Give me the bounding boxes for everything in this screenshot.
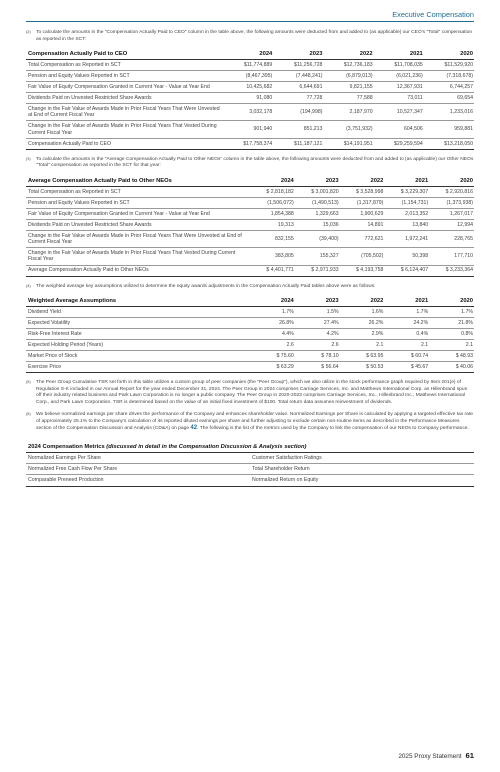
metric-cell: Customer Satisfaction Ratings bbox=[250, 452, 474, 463]
page-number: 61 bbox=[465, 751, 474, 760]
footnote-text-end: . The following is the list of the metrics used by the Company to link the compensation of our NEOs to Company performance. bbox=[197, 426, 469, 432]
row-label: Dividend Yield bbox=[26, 307, 250, 318]
value-cell: $29,259,594 bbox=[374, 138, 424, 149]
year-column-header: 2024 bbox=[223, 49, 273, 60]
table-row bbox=[26, 208, 474, 219]
row-label: Change in the Fair Value of Awards Made in Prior Fiscal Years That Were Unvested at End of Current Fiscal Year bbox=[26, 104, 223, 121]
table-row bbox=[26, 82, 474, 93]
value-cell: 50,398 bbox=[384, 248, 429, 265]
value-cell: (1,506,072) bbox=[250, 197, 295, 208]
year-column-header: 2021 bbox=[384, 296, 429, 307]
value-cell: 0.8% bbox=[429, 329, 474, 340]
value-cell: 851,213 bbox=[273, 121, 323, 138]
table-row bbox=[26, 138, 474, 149]
value-cell: $11,187,121 bbox=[273, 138, 323, 149]
value-cell: 3,032,178 bbox=[223, 104, 273, 121]
value-cell: 69,654 bbox=[424, 93, 474, 104]
row-label: Fair Value of Equity Compensation Granted in Current Year - Value at Year End bbox=[26, 82, 223, 93]
value-cell: 4.4% bbox=[250, 329, 295, 340]
metric-cell: Normalized Earnings Per Share bbox=[26, 452, 250, 463]
footnote-text: The weighted average key assumptions utilized to determine the equity awards adjustments in the Compensation Actually Paid tables above were as follows: bbox=[36, 283, 376, 289]
year-column-header: 2022 bbox=[323, 49, 373, 60]
value-cell: 0.4% bbox=[384, 329, 429, 340]
value-cell: $ 78.10 bbox=[295, 351, 340, 362]
value-cell: 10,527,347 bbox=[374, 104, 424, 121]
value-cell: 832,155 bbox=[250, 230, 295, 247]
value-cell: 959,881 bbox=[424, 121, 474, 138]
value-cell: 1.6% bbox=[340, 307, 385, 318]
table-header-row bbox=[26, 49, 474, 60]
value-cell: $17,758,374 bbox=[223, 138, 273, 149]
value-cell: 1,900,629 bbox=[340, 208, 385, 219]
value-cell: (8,467,395) bbox=[223, 71, 273, 82]
value-cell: $ 56.64 bbox=[295, 362, 340, 373]
value-cell: 27.4% bbox=[295, 318, 340, 329]
value-cell: $ 4,401,771 bbox=[250, 265, 295, 276]
value-cell: $ 4,193,758 bbox=[340, 265, 385, 276]
table-row bbox=[26, 351, 474, 362]
value-cell: $ 2,920,816 bbox=[429, 186, 474, 197]
table-row bbox=[26, 104, 474, 121]
footer-document-name: 2025 Proxy Statement bbox=[398, 753, 462, 760]
value-cell: 4.2% bbox=[295, 329, 340, 340]
value-cell: $ 50.53 bbox=[340, 362, 385, 373]
year-column-header: 2024 bbox=[250, 296, 295, 307]
table-row bbox=[26, 219, 474, 230]
table-row bbox=[26, 248, 474, 265]
page-reference-link[interactable]: 42 bbox=[190, 425, 198, 432]
value-cell: 2.1 bbox=[384, 340, 429, 351]
value-cell: 2.9% bbox=[340, 329, 385, 340]
value-cell: 10,425,682 bbox=[223, 82, 273, 93]
table-row bbox=[26, 265, 474, 276]
table-title-header: Average Compensation Actually Paid to Other NEOs bbox=[26, 176, 250, 187]
table-row bbox=[26, 230, 474, 247]
table-header-row bbox=[26, 296, 474, 307]
value-cell: 1,972,241 bbox=[384, 230, 429, 247]
value-cell: $ 63.95 bbox=[340, 351, 385, 362]
value-cell: $11,774,889 bbox=[223, 60, 273, 71]
value-cell: (194,998) bbox=[273, 104, 323, 121]
value-cell: 228,765 bbox=[429, 230, 474, 247]
value-cell: $ 3,001,820 bbox=[295, 186, 340, 197]
footnote-marker: (6) bbox=[26, 412, 31, 417]
value-cell: $12,736,183 bbox=[323, 60, 373, 71]
value-cell: 6,744,257 bbox=[424, 82, 474, 93]
value-cell: (1,490,513) bbox=[295, 197, 340, 208]
value-cell: 14,891 bbox=[340, 219, 385, 230]
year-column-header: 2023 bbox=[273, 49, 323, 60]
value-cell: 26.2% bbox=[340, 318, 385, 329]
footnote-marker: (2) bbox=[26, 30, 31, 34]
value-cell: 383,805 bbox=[250, 248, 295, 265]
table-row bbox=[26, 307, 474, 318]
table-title-header: Compensation Actually Paid to CEO bbox=[26, 49, 223, 60]
metric-cell: Total Shareholder Return bbox=[250, 464, 474, 475]
ceo-compensation-table bbox=[26, 49, 474, 150]
value-cell: 2.6 bbox=[295, 340, 340, 351]
value-cell: $ 6,124,407 bbox=[384, 265, 429, 276]
value-cell: 2.6 bbox=[250, 340, 295, 351]
value-cell: 77,728 bbox=[273, 93, 323, 104]
metrics-title-note: (discussed in detail in the Compensation Discussion & Analysis section) bbox=[106, 443, 307, 450]
value-cell: (7,318,678) bbox=[424, 71, 474, 82]
value-cell: (3,751,932) bbox=[323, 121, 373, 138]
table-row bbox=[26, 340, 474, 351]
value-cell: 1.7% bbox=[384, 307, 429, 318]
value-cell: 2.1 bbox=[429, 340, 474, 351]
header-rule bbox=[26, 21, 474, 22]
table-row bbox=[26, 71, 474, 82]
row-label: Pension and Equity Values Reported in SCT bbox=[26, 71, 223, 82]
footnote-text: The Peer Group Cumulative TSR set forth in this table utilizes a custom group of peer companies (the "Peer Group"), which we also utilize in the stock performance graph required by Item 201(e) of Regulation S-K included in our Annual Report for the year ended December 31, 2024. The Peer Group in 2024 comprises Carriage Services, Inc. and Matthews International Corp. as Hillenbrand spun off their industry related business and Park Lawn Corporation is no longer a public company. The Peer Group in 2020-2023 comprises Carriage Services, Inc., Hillenbrand Inc., Matthews International Corp., and Park Lawn Corporation. TSR is determined based on the value of an initial fixed investment of $100. Total return data assumes reinvestment of dividends. bbox=[36, 380, 468, 405]
row-label: Pension and Equity Values Reported in SCT bbox=[26, 197, 250, 208]
value-cell: $ 3,229,307 bbox=[384, 186, 429, 197]
row-label: Dividends Paid on Unvested Restricted Share Awards bbox=[26, 219, 250, 230]
value-cell: $14,191,951 bbox=[323, 138, 373, 149]
metrics-title-prefix: 2024 Compensation Metrics bbox=[28, 443, 107, 450]
value-cell: 15,036 bbox=[295, 219, 340, 230]
table-row bbox=[26, 197, 474, 208]
value-cell: (7,448,241) bbox=[273, 71, 323, 82]
value-cell: 1.7% bbox=[250, 307, 295, 318]
value-cell: 91,080 bbox=[223, 93, 273, 104]
value-cell: (6,879,013) bbox=[323, 71, 373, 82]
value-cell: 2.1 bbox=[340, 340, 385, 351]
year-column-header: 2024 bbox=[250, 176, 295, 187]
value-cell: $13,218,050 bbox=[424, 138, 474, 149]
table-row bbox=[26, 121, 474, 138]
value-cell: $ 40.06 bbox=[429, 362, 474, 373]
metric-cell: Normalized Free Cash Flow Per Share bbox=[26, 464, 250, 475]
year-column-header: 2020 bbox=[424, 49, 474, 60]
table-header-row bbox=[26, 442, 474, 453]
footnote-marker: (4) bbox=[26, 283, 31, 288]
row-label: Expected Holding Period (Years) bbox=[26, 340, 250, 351]
value-cell: 1.5% bbox=[295, 307, 340, 318]
footnote-5 bbox=[26, 380, 474, 406]
value-cell: 77,588 bbox=[323, 93, 373, 104]
table-row bbox=[26, 318, 474, 329]
value-cell: 1,329,663 bbox=[295, 208, 340, 219]
row-label: Average Compensation Actually Paid to Other NEOs bbox=[26, 265, 250, 276]
value-cell: 2,013,352 bbox=[384, 208, 429, 219]
footnote-marker: (3) bbox=[26, 156, 31, 161]
value-cell: 21.8% bbox=[429, 318, 474, 329]
row-label: Total Compensation as Reported in SCT bbox=[26, 60, 223, 71]
value-cell: (39,400) bbox=[295, 230, 340, 247]
value-cell: 604,506 bbox=[374, 121, 424, 138]
metric-cell: Comparable Preneed Production bbox=[26, 475, 250, 486]
value-cell: $11,529,920 bbox=[424, 60, 474, 71]
footnote-text: To calculate the amounts in the "Average Compensation Actually Paid to Other NEOs" column in the table above, the following amounts were deducted from and added to (as applicable) our Other NEOs "Total" compensation as reported in the SCT for that year: bbox=[36, 156, 474, 169]
value-cell: (6,021,236) bbox=[374, 71, 424, 82]
value-cell: (1,373,938) bbox=[429, 197, 474, 208]
value-cell: 19,313 bbox=[250, 219, 295, 230]
footnote-text: To calculate the amounts in the "Compensation Actually Paid to CEO" column in the table above, the following amounts were deducted from and added to (as applicable) our CEO's "Total" compensation as reported in the SCT: bbox=[36, 30, 473, 42]
value-cell: 13,840 bbox=[384, 219, 429, 230]
value-cell: (1,154,731) bbox=[384, 197, 429, 208]
row-label: Fair Value of Equity Compensation Granted in Current Year - Value at Year End bbox=[26, 208, 250, 219]
page-footer bbox=[398, 751, 474, 760]
table-row bbox=[26, 362, 474, 373]
value-cell: 6,644,691 bbox=[273, 82, 323, 93]
value-cell: 24.2% bbox=[384, 318, 429, 329]
table-title-header: Weighted Average Assumptions bbox=[26, 296, 250, 307]
metric-cell: Normalized Return on Equity bbox=[250, 475, 474, 486]
year-column-header: 2020 bbox=[429, 296, 474, 307]
value-cell: 26.8% bbox=[250, 318, 295, 329]
year-column-header: 2022 bbox=[340, 176, 385, 187]
value-cell: $ 3,528,998 bbox=[340, 186, 385, 197]
footnote-6 bbox=[26, 412, 474, 433]
row-label: Expected Volatility bbox=[26, 318, 250, 329]
row-label: Market Price of Stock bbox=[26, 351, 250, 362]
value-cell: 9,821,155 bbox=[323, 82, 373, 93]
footnote-4 bbox=[26, 284, 474, 291]
value-cell: (1,317,879) bbox=[340, 197, 385, 208]
table-row bbox=[26, 452, 474, 463]
weighted-assumptions-table bbox=[26, 296, 474, 373]
table-row bbox=[26, 93, 474, 104]
table-row bbox=[26, 60, 474, 71]
value-cell: 155,327 bbox=[295, 248, 340, 265]
row-label: Change in the Fair Value of Awards Made in Prior Fiscal Years That Were Unvested at End of Current Fiscal Year bbox=[26, 230, 250, 247]
value-cell: 1.7% bbox=[429, 307, 474, 318]
value-cell: 1,267,017 bbox=[429, 208, 474, 219]
value-cell: $ 2,971,933 bbox=[295, 265, 340, 276]
footnote-3 bbox=[26, 157, 474, 170]
compensation-metrics-table bbox=[26, 442, 474, 487]
row-label: Change in the Fair Value of Awards Made in Prior Fiscal Years That Vested During Current Fiscal Year bbox=[26, 248, 250, 265]
year-column-header: 2021 bbox=[374, 49, 424, 60]
row-label: Compensation Actually Paid to CEO bbox=[26, 138, 223, 149]
table-row bbox=[26, 186, 474, 197]
value-cell: $ 75.60 bbox=[250, 351, 295, 362]
year-column-header: 2023 bbox=[295, 296, 340, 307]
page-content bbox=[26, 30, 474, 487]
metrics-table-title bbox=[26, 442, 474, 453]
year-column-header: 2020 bbox=[429, 176, 474, 187]
value-cell: 177,710 bbox=[429, 248, 474, 265]
row-label: Exercise Price bbox=[26, 362, 250, 373]
table-row bbox=[26, 329, 474, 340]
value-cell: (705,502) bbox=[340, 248, 385, 265]
value-cell: 1,854,388 bbox=[250, 208, 295, 219]
value-cell: $ 60.74 bbox=[384, 351, 429, 362]
row-label: Risk-Free Interest Rate bbox=[26, 329, 250, 340]
value-cell: $ 63.29 bbox=[250, 362, 295, 373]
value-cell: $11,708,035 bbox=[374, 60, 424, 71]
row-label: Change in the Fair Value of Awards Made in Prior Fiscal Years That Vested During Current Fiscal Year bbox=[26, 121, 223, 138]
value-cell: $ 3,233,364 bbox=[429, 265, 474, 276]
row-label: Dividends Paid on Unvested Restricted Share Awards bbox=[26, 93, 223, 104]
footnote-2 bbox=[26, 30, 474, 43]
table-row bbox=[26, 464, 474, 475]
year-column-header: 2023 bbox=[295, 176, 340, 187]
page-header-title: Executive Compensation bbox=[392, 10, 474, 19]
value-cell: $11,256,728 bbox=[273, 60, 323, 71]
year-column-header: 2021 bbox=[384, 176, 429, 187]
value-cell: 772,621 bbox=[340, 230, 385, 247]
footnote-text: We believe normalized earnings per share drives the performance of the Company and enhances shareholder value. Normalized Earnings per Share is calculated by applying a targeted effective tax rate of approximately 25.1% to the Company's calculation of its reported diluted earnings per share and further adjusting to exclude certain non-routine items as described in the Performance Measures section of the Compensation Discussion and Analysis (CD&A) on page bbox=[36, 412, 473, 432]
neo-compensation-table bbox=[26, 176, 474, 277]
footnote-marker: (5) bbox=[26, 380, 31, 385]
table-header-row bbox=[26, 176, 474, 187]
value-cell: 901,940 bbox=[223, 121, 273, 138]
value-cell: $ 48.93 bbox=[429, 351, 474, 362]
value-cell: 12,367,931 bbox=[374, 82, 424, 93]
value-cell: $ 45.67 bbox=[384, 362, 429, 373]
row-label: Total Compensation as Reported in SCT bbox=[26, 186, 250, 197]
value-cell: 2,187,970 bbox=[323, 104, 373, 121]
value-cell: $ 2,818,182 bbox=[250, 186, 295, 197]
value-cell: 1,233,016 bbox=[424, 104, 474, 121]
value-cell: 12,994 bbox=[429, 219, 474, 230]
value-cell: 73,011 bbox=[374, 93, 424, 104]
table-row bbox=[26, 475, 474, 486]
year-column-header: 2022 bbox=[340, 296, 385, 307]
